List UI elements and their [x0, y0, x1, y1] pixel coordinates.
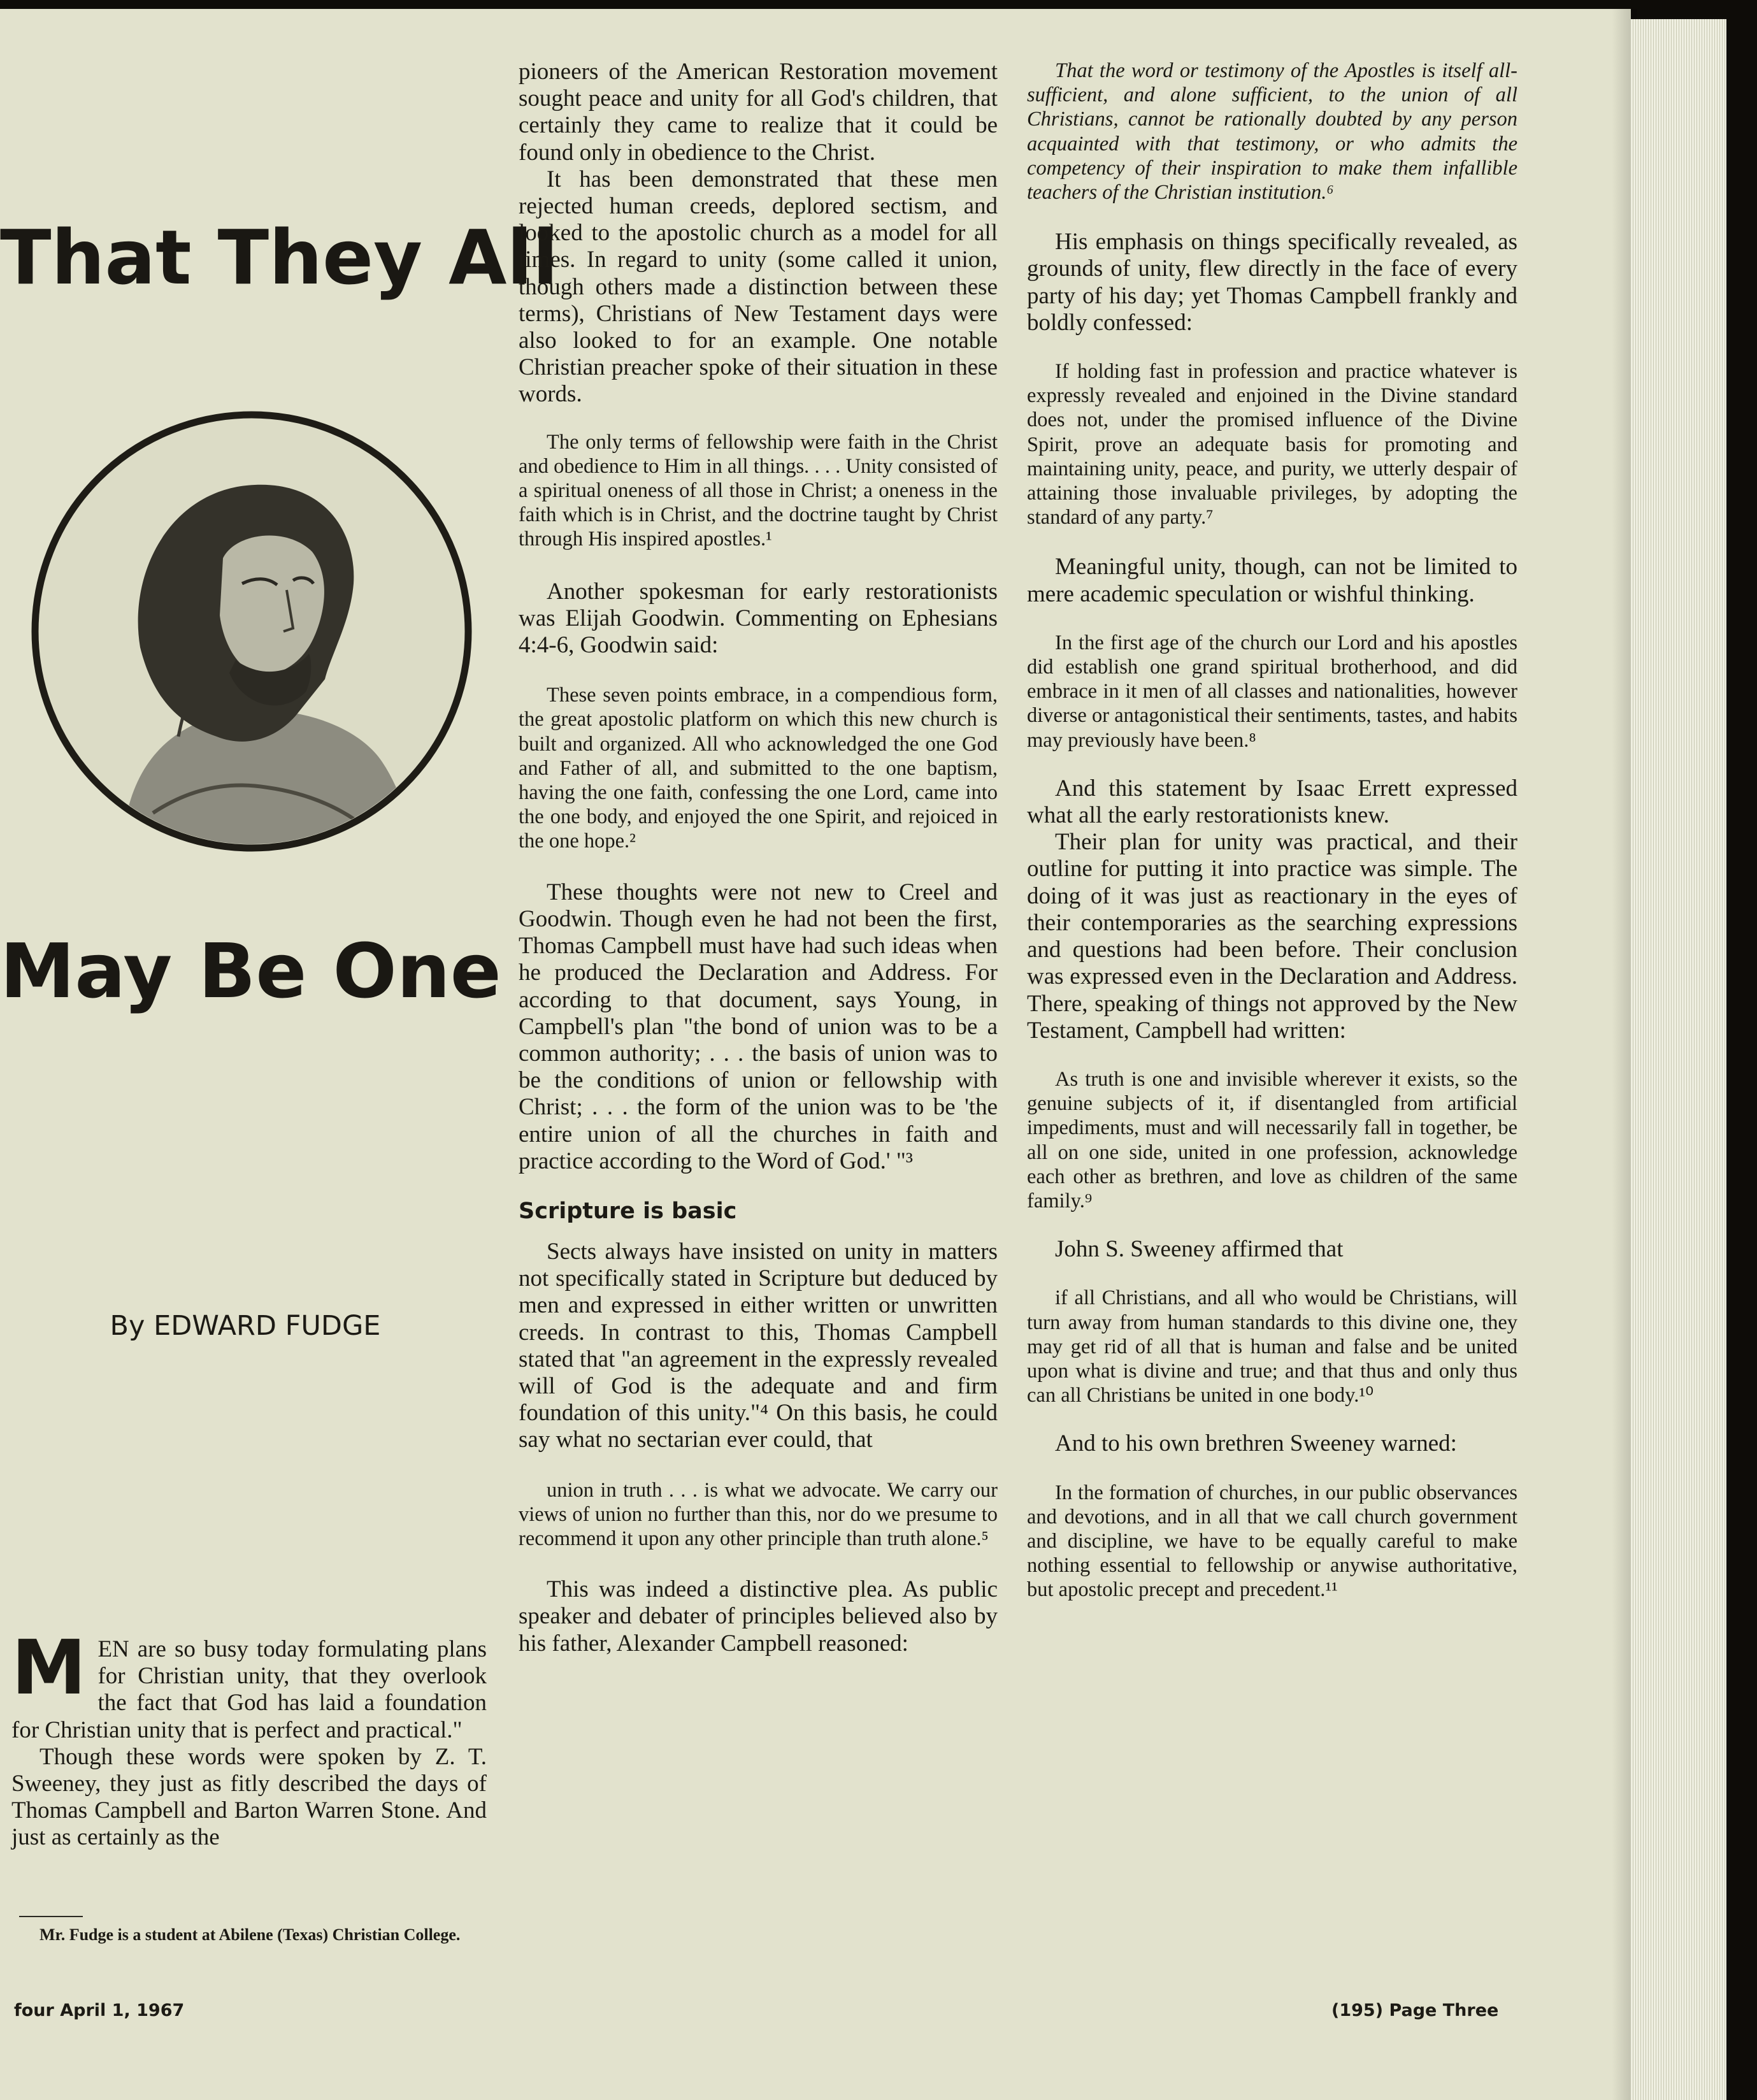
paragraph: And this statement by Isaac Errett expressed what all the early restorationists knew.	[1027, 775, 1517, 829]
book-page-edges	[1631, 19, 1726, 2100]
paragraph: This was indeed a distinctive plea. As public speaker and debater of principles believed also by his father, Alexander Campbell reasoned:	[519, 1576, 998, 1657]
paragraph: Though these words were spoken by Z. T. Sweeney, they just as fitly described the days of Thomas Campbell and Barton Warren Stone. And just as certainly as the	[11, 1743, 487, 1851]
article-column-2	[519, 59, 998, 1657]
paragraph: Their plan for unity was practical, and their outline for putting it into practice was simple. The doing of it was just as reactionary in the eyes of their contemporaries as the searching expressions and questions had been before. Their conclusion was expressed even in the Declaration and Address. There, speaking of things not approved by the New Testament, Campbell had written:	[1027, 829, 1517, 1044]
section-subhead: Scripture is basic	[519, 1198, 737, 1224]
article-column-3	[1027, 59, 1517, 1602]
byline: By EDWARD FUDGE	[110, 1310, 381, 1342]
paragraph: John S. Sweeney affirmed that	[1055, 1236, 1344, 1263]
paragraph: It has been demonstrated that these men rejected human creeds, deplored sectism, and looked to the apostolic church as a model for all times. In regard to unity (some called it union, though others made a distinction between these terms), Christians of New Testament days were also looked to for an example. One notable Christian preacher spoke of their situation in these words.	[519, 166, 998, 408]
intro-column	[11, 1623, 487, 1852]
lead-paragraph	[11, 1623, 487, 1744]
headline-line-1: That They All	[0, 213, 559, 301]
paragraph: These thoughts were not new to Creel and Goodwin. Though even he had not been the first, Thomas Campbell must have had such ideas when he produced the Declaration and Address. For according to that document, says Young, in Campbell's plan "the bond of union was to be a common authority; . . . the basis of union was to be the conditions of union or fellowship with Christ; . . . the form of the union was to be 'the entire union of all the churches in faith and practice according to the Word of God.' "³	[519, 879, 998, 1174]
paragraph: Another spokesman for early restorationists was Elijah Goodwin. Commenting on Ephesians 4:4-6, Goodwin said:	[519, 578, 998, 659]
lead-text: EN are so busy today formulating plans for Christian unity, that they overlook the fact that God has laid a foundation for Christian unity that is perfect and practical."	[11, 1636, 487, 1743]
block-quote: if all Christians, and all who would be Christians, will turn away from human standards to this divine one, they may get rid of all that is human and false and be united upon what is divine and true; and that thus and only thus can all Christians be united in one body.¹⁰	[1027, 1286, 1517, 1407]
folio-right: (195) Page Three	[1331, 2001, 1499, 2020]
folio-left: four April 1, 1967	[14, 2001, 185, 2020]
block-quote: union in truth . . . is what we advocate. We carry our views of union no further than this, nor do we presume to recommend it upon any other principle than truth alone.⁵	[519, 1478, 998, 1550]
block-quote: In the formation of churches, in our public observances and devotions, and in all that we call church government and discipline, we have to be equally careful to make nothing essential to fellowship or anywise authoritative, but apostolic precept and precedent.¹¹	[1027, 1481, 1517, 1602]
block-quote: In the first age of the church our Lord and his apostles did establish one grand spiritual brotherhood, and did embrace in it men of all classes and nationalities, however diverse or antagonistical their sentiments, tastes, and habits may previously have been.⁸	[1027, 631, 1517, 752]
portrait-illustration	[25, 405, 478, 858]
block-quote: These seven points embrace, in a compendious form, the great apostolic platform on which this new church is built and organized. All who acknowledged the one God and Father of all, and submitted to the one baptism, having the one faith, confessing the one Lord, came into the one body, and enjoyed the one Spirit, and rejoiced in the one hope.²	[519, 684, 998, 853]
block-quote: If holding fast in profession and practice whatever is expressly revealed and enjoined in the Divine standard does not, under the promised influence of the Divine Spirit, prove an adequate basis for promoting and maintaining unity, peace, and purity, we utterly despair of attaining those invaluable privileges, by adopting the standard of any party.⁷	[1027, 360, 1517, 529]
block-quote: The only terms of fellowship were faith in the Christ and obedience to Him in all things. . . . Unity consisted of a spiritual oneness of all those in Christ; a oneness in the faith which is in Christ, and the doctrine taught by Christ through His inspired apostles.¹	[519, 430, 998, 551]
drop-cap: M	[11, 1623, 87, 1711]
block-quote: As truth is one and invisible wherever it exists, so the genuine subjects of it, if disentangled from artificial impediments, must and will necessarily fall in together, be all on one side, united in one profession, acknowledge each other as brethren, and love as children of the same family.⁹	[1027, 1067, 1517, 1212]
paragraph: And to his own brethren Sweeney warned:	[1055, 1430, 1457, 1457]
paragraph: Sects always have insisted on unity in matters not specifically stated in Scripture but deduced by men and expressed in either written or unwritten creeds. In contrast to this, Thomas Campbell stated that "an agreement in the expressly revealed will of God is the adequate and and firm foundation of this unity."⁴ On this basis, he could say what no sectarian ever could, that	[519, 1238, 998, 1453]
block-quote: That the word or testimony of the Apostles is itself all-sufficient, and alone sufficient, to the union of all Christians, cannot be rationally doubted by any person acquainted with that testimony, or who admits the competency of their inspiration to make them infallible teachers of the Christian institution.⁶	[1027, 59, 1517, 205]
footnote-rule	[19, 1916, 83, 1917]
paragraph: His emphasis on things specifically revealed, as grounds of unity, flew directly in the face of every party of his day; yet Thomas Campbell frankly and boldly confessed:	[1027, 229, 1517, 336]
paragraph: Meaningful unity, though, can not be limited to mere academic speculation or wishful thinking.	[1027, 554, 1517, 607]
paragraph: pioneers of the American Restoration movement sought peace and unity for all God's children, that certainly they came to realize that it could be found only in obedience to the Christ.	[519, 59, 998, 166]
author-footnote: Mr. Fudge is a student at Abilene (Texas) Christian College.	[39, 1925, 461, 1944]
headline-line-2: May Be One	[0, 927, 501, 1015]
